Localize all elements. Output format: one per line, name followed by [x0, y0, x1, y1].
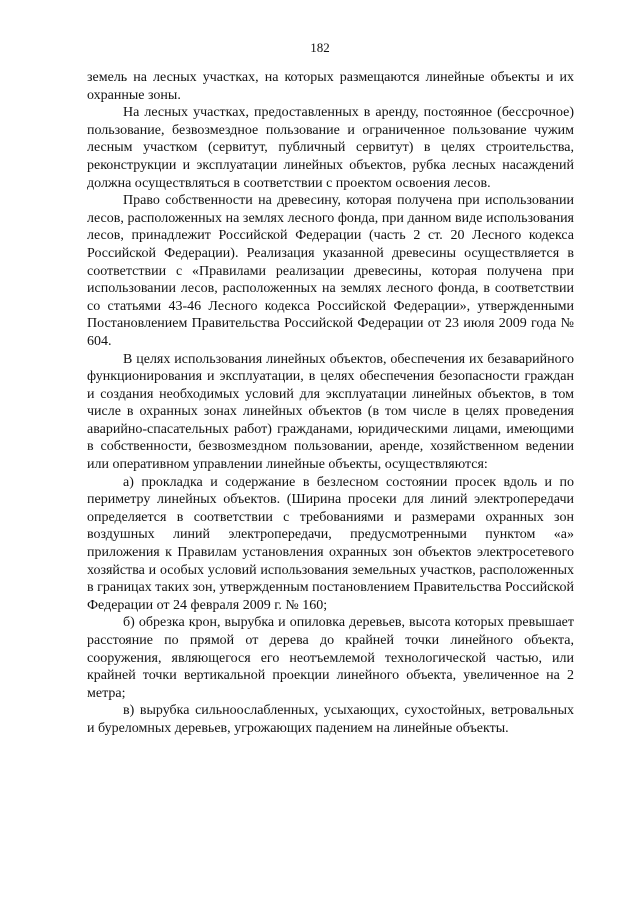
paragraph-item-b: б) обрезка крон, вырубка и опиловка деревьев, высота которых превышает расстояние по прямой от дерева до крайней точки линейного объекта, сооружения, являющегося его неотъемлемой технологической частью, или крайней точки вертикальной проекции линейного объекта, увеличенное на 2 метра;	[87, 615, 574, 701]
body-text	[87, 69, 574, 738]
paragraph-linear-objects-purposes: В целях использования линейных объектов, обеспечения их безаварийного функционирования и эксплуатации, в целях обеспечения безопасности граждан и создания необходимых условий для эксплуатации линейных объектов, в том числе в охранных зонах линейных объектов (в том числе в целях проведения аварийно-спасательных работ) гражданами, юридическими лицами, имеющими в собственности, безвозмездном пользовании, аренде, хозяйственном ведении или оперативном управлении линейные объекты, осуществляются:	[87, 351, 574, 473]
page-number: 182	[310, 40, 330, 55]
paragraph-item-c: в) вырубка сильноослабленных, усыхающих, сухостойных, ветровальных и буреломных деревьев, угрожающих падением на линейные объекты.	[87, 703, 574, 736]
paragraph-lease-logging: На лесных участках, предоставленных в аренду, постоянное (бессрочное) пользование, безвозмездное пользование и ограниченное пользование чужим лесным участком (сервитут, публичный сервитут) в целях строительства, реконструкции и эксплуатации линейных объектов, рубка лесных насаждений должна осуществляться в соответствии с проектом освоения лесов.	[87, 105, 574, 191]
paragraph-continuation: земель на лесных участках, на которых размещаются линейные объекты и их охранные зоны.	[87, 70, 574, 103]
paragraph-item-a: а) прокладка и содержание в безлесном состоянии просек вдоль и по периметру линейных объектов. (Ширина просеки для линий электропередачи определяется в соответствии с требованиями и размерами охранных зон воздушных линий электропередачи, предусмотренными пунктом «а» приложения к Правилам установления охранных зон объектов электросетевого хозяйства и особых условий использования земельных участков, расположенных в границах таких зон, утвержденным постановлением Правительства Российской Федерации от 24 февраля 2009 г. № 160;	[87, 474, 574, 613]
paragraph-timber-ownership: Право собственности на древесину, которая получена при использовании лесов, расположенных на землях лесного фонда, при данном виде использования лесов, принадлежит Российской Федерации (часть 2 ст. 20 Лесного кодекса Российской Федерации). Реализация указанной древесины осуществляется в соответствии с «Правилами реализации древесины, которая получена при использовании лесов, расположенных на землях лесного фонда, в соответствии со статьями 43-46 Лесного кодекса Российской Федерации», утвержденными Постановлением Правительства Российской Федерации от 23 июля 2009 года № 604.	[87, 193, 574, 349]
